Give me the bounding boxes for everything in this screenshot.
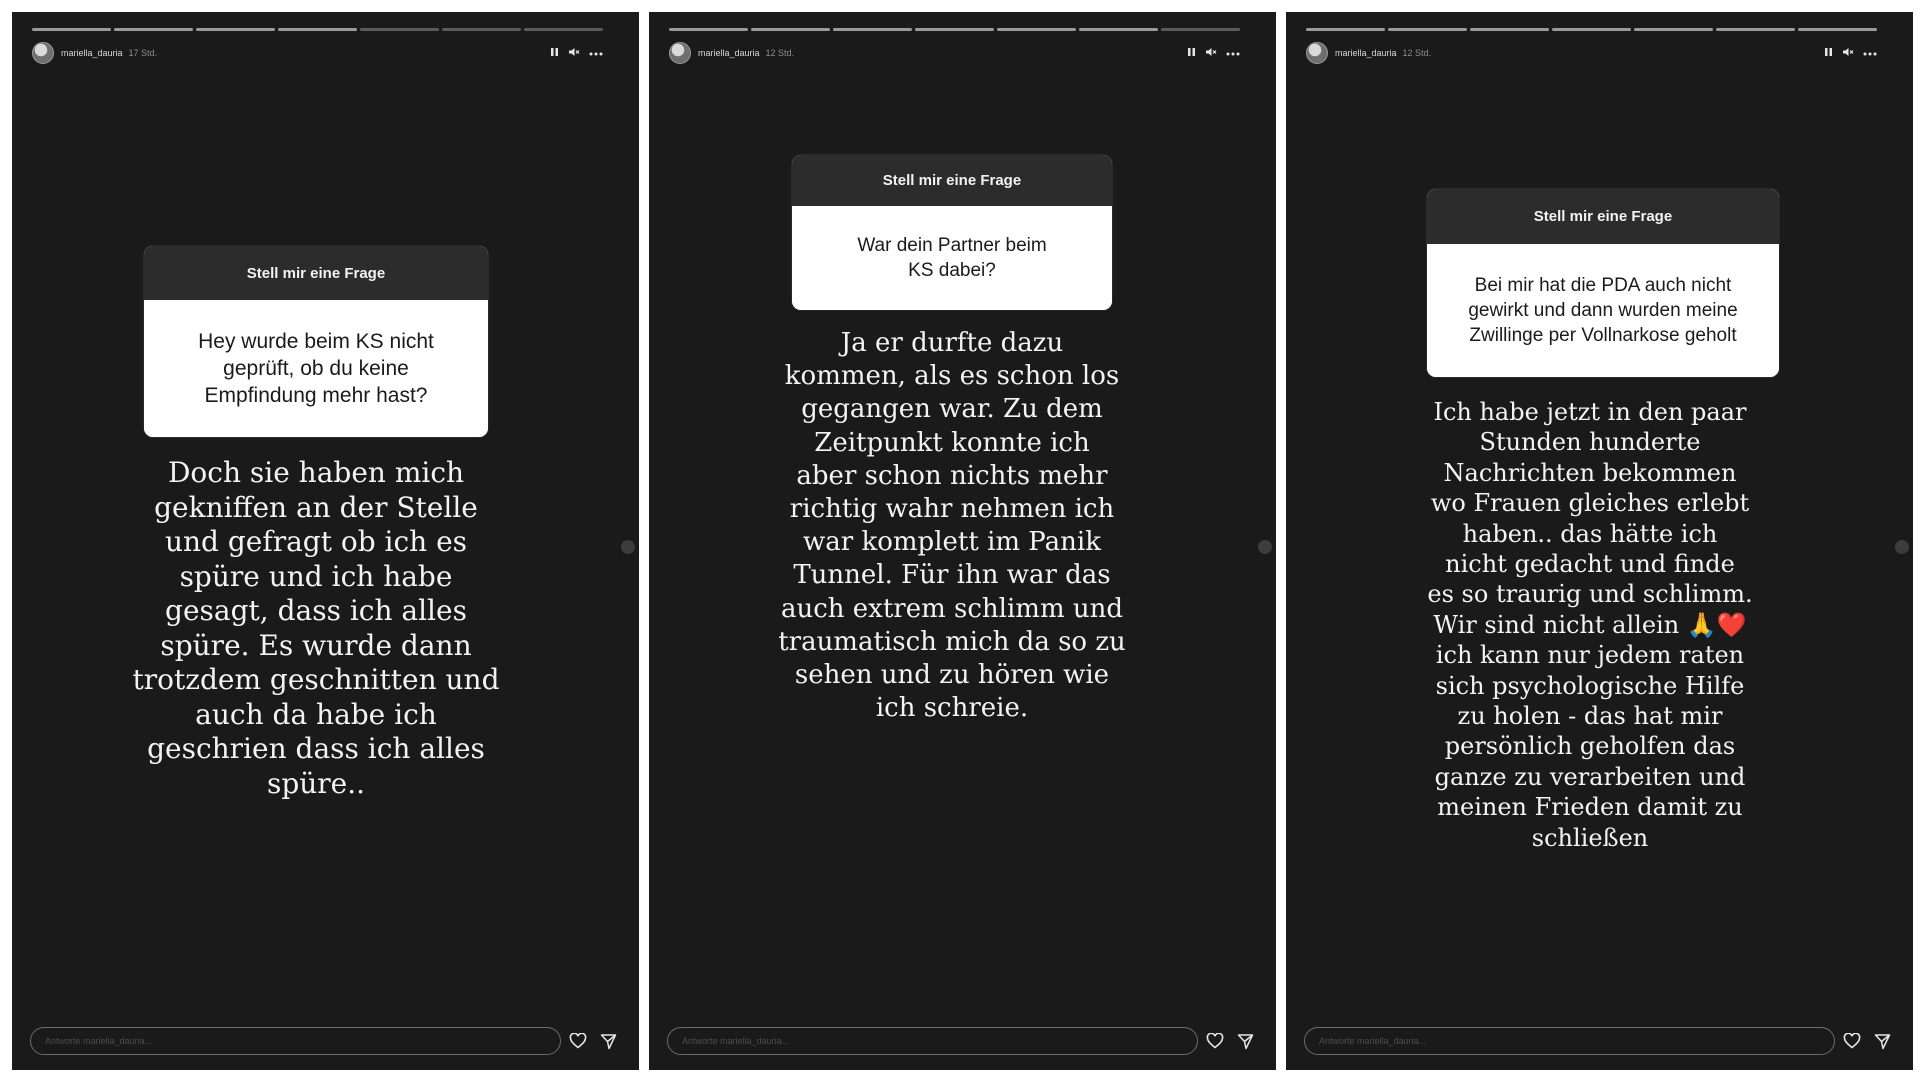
next-story-icon[interactable] xyxy=(621,540,635,554)
answer-line: haben.. das hätte ich xyxy=(1462,519,1718,548)
story-progress-bar xyxy=(32,28,603,31)
username[interactable]: mariella_dauria xyxy=(1335,48,1397,58)
answer-line: auch extrem schlimm und xyxy=(780,593,1124,624)
answer-line: kommen, als es schon los xyxy=(784,361,1120,392)
answer-line: persönlich geholfen das xyxy=(1444,732,1736,761)
reply-bar xyxy=(667,1026,1258,1056)
send-icon[interactable] xyxy=(595,1028,621,1054)
progress-segment xyxy=(1306,28,1385,31)
answer-line: Ich habe jetzt in den paar xyxy=(1433,398,1747,426)
question-line: KS dabei? xyxy=(908,260,996,281)
answer-line: meinen Frieden damit zu xyxy=(1437,793,1743,822)
speaker-muted-icon[interactable] xyxy=(1842,47,1854,60)
answer-line: Tunnel. Für ihn war das xyxy=(793,560,1111,591)
question-line: Empfindung mehr hast? xyxy=(204,384,428,407)
answer-line: geschrien dass ich alles xyxy=(147,732,485,765)
story-panel[interactable] xyxy=(1286,12,1913,1070)
question-sticker-header: Stell mir eine Frage xyxy=(792,155,1112,206)
progress-segment xyxy=(32,28,111,31)
answer-line: zu holen - das hat mir xyxy=(1457,702,1723,731)
answer-line: ich kann nur jedem raten xyxy=(1435,641,1745,670)
story-panel[interactable] xyxy=(649,12,1276,1070)
answer-text xyxy=(1386,397,1794,853)
answer-line: ganze zu verarbeiten und xyxy=(1434,762,1746,791)
answer-line: spüre. Es wurde dann xyxy=(160,628,472,662)
answer-line: sich psychologische Hilfe xyxy=(1435,671,1745,700)
question-line: geprüft, ob du keine xyxy=(223,357,409,380)
progress-segment xyxy=(278,28,357,31)
question-line: Hey wurde beim KS nicht xyxy=(198,330,434,353)
heart-icon[interactable] xyxy=(1202,1028,1228,1054)
progress-segment xyxy=(1161,28,1240,31)
question-line: Bei mir hat die PDA auch nicht xyxy=(1474,275,1732,296)
question-sticker xyxy=(144,246,488,437)
progress-segment xyxy=(524,28,603,31)
answer-line: trotzdem geschnitten und xyxy=(132,663,500,696)
story-header xyxy=(669,40,1240,66)
answer-line: traumatisch mich da so zu xyxy=(778,626,1126,657)
progress-segment xyxy=(1470,28,1549,31)
progress-segment xyxy=(196,28,275,31)
answer-line: ich schreie. xyxy=(875,693,1029,724)
answer-line: Ja er durfte dazu xyxy=(840,328,1064,358)
story-header xyxy=(32,40,603,66)
answer-line: spüre und ich habe xyxy=(179,559,453,593)
avatar[interactable] xyxy=(1306,42,1328,64)
story-controls xyxy=(550,47,603,60)
progress-segment xyxy=(1388,28,1467,31)
question-sticker-header: Stell mir eine Frage xyxy=(1427,189,1779,244)
progress-segment xyxy=(1634,28,1713,31)
reply-bar xyxy=(1304,1026,1895,1056)
reply-input[interactable] xyxy=(667,1027,1198,1055)
send-icon[interactable] xyxy=(1869,1028,1895,1054)
progress-segment xyxy=(1552,28,1631,31)
next-story-icon[interactable] xyxy=(1895,540,1909,554)
story-panel[interactable] xyxy=(12,12,639,1070)
avatar[interactable] xyxy=(669,42,691,64)
answer-line: war komplett im Panik xyxy=(803,527,1101,558)
answer-line: Stunden hunderte xyxy=(1479,428,1701,457)
progress-segment xyxy=(915,28,994,31)
answer-text xyxy=(742,327,1162,725)
story-progress-bar xyxy=(669,28,1240,31)
answer-line: sehen und zu hören wie xyxy=(794,660,1110,691)
progress-segment xyxy=(1798,28,1877,31)
story-controls xyxy=(1824,47,1877,60)
progress-segment xyxy=(1716,28,1795,31)
question-text xyxy=(1427,244,1779,377)
heart-icon[interactable] xyxy=(565,1028,591,1054)
post-time: 12 Std. xyxy=(1402,48,1432,58)
username[interactable]: mariella_dauria xyxy=(698,48,760,58)
progress-segment xyxy=(442,28,521,31)
pause-icon[interactable] xyxy=(1824,47,1833,60)
send-icon[interactable] xyxy=(1232,1028,1258,1054)
answer-line: gesagt, dass ich alles xyxy=(165,594,467,627)
answer-line: Doch sie haben mich xyxy=(167,456,465,489)
answer-line: Nachrichten bekommen xyxy=(1443,458,1737,487)
reply-bar xyxy=(30,1026,621,1056)
next-story-icon[interactable] xyxy=(1258,540,1272,554)
progress-segment xyxy=(751,28,830,31)
question-sticker-header: Stell mir eine Frage xyxy=(144,246,488,300)
progress-segment xyxy=(1079,28,1158,31)
reply-input[interactable] xyxy=(1304,1027,1835,1055)
progress-segment xyxy=(360,28,439,31)
username[interactable]: mariella_dauria xyxy=(61,48,123,58)
answer-line: schließen xyxy=(1531,823,1649,852)
more-icon[interactable] xyxy=(1863,48,1877,59)
avatar[interactable] xyxy=(32,42,54,64)
answer-line: und gefragt ob ich es xyxy=(164,525,468,558)
answer-line: auch da habe ich xyxy=(195,697,437,731)
answer-line: richtig wahr nehmen ich xyxy=(789,494,1115,525)
answer-line: gegangen war. Zu dem xyxy=(801,394,1103,425)
more-icon[interactable] xyxy=(1226,48,1240,59)
question-line: Zwillinge per Vollnarkose geholt xyxy=(1469,325,1737,346)
speaker-muted-icon[interactable] xyxy=(1205,47,1217,60)
answer-line: Zeitpunkt konnte ich xyxy=(814,427,1090,458)
question-sticker xyxy=(1427,189,1779,377)
story-header xyxy=(1306,40,1877,66)
progress-segment xyxy=(997,28,1076,31)
question-sticker xyxy=(792,155,1112,310)
progress-segment xyxy=(833,28,912,31)
answer-line: wo Frauen gleiches erlebt xyxy=(1430,489,1750,518)
answer-line: aber schon nichts mehr xyxy=(796,460,1108,491)
progress-segment xyxy=(114,28,193,31)
answer-line: es so traurig und schlimm. xyxy=(1427,580,1753,609)
question-text xyxy=(792,206,1112,310)
question-line: War dein Partner beim xyxy=(857,235,1047,256)
answer-text xyxy=(112,456,520,801)
question-line: gewirkt und dann wurden meine xyxy=(1468,300,1738,321)
story-progress-bar xyxy=(1306,28,1877,31)
post-time: 17 Std. xyxy=(128,48,158,58)
question-text xyxy=(144,300,488,437)
heart-icon[interactable] xyxy=(1839,1028,1865,1054)
answer-line: gekniffen an der Stelle xyxy=(154,490,478,524)
pause-icon[interactable] xyxy=(1187,47,1196,60)
answer-line: Wir sind nicht allein 🙏❤️ xyxy=(1433,610,1747,639)
story-controls xyxy=(1187,47,1240,60)
more-icon[interactable] xyxy=(589,48,603,59)
progress-segment xyxy=(669,28,748,31)
pause-icon[interactable] xyxy=(550,47,559,60)
reply-input[interactable] xyxy=(30,1027,561,1055)
answer-line: spüre.. xyxy=(266,766,366,800)
answer-line: nicht gedacht und finde xyxy=(1445,550,1735,579)
post-time: 12 Std. xyxy=(765,48,795,58)
speaker-muted-icon[interactable] xyxy=(568,47,580,60)
